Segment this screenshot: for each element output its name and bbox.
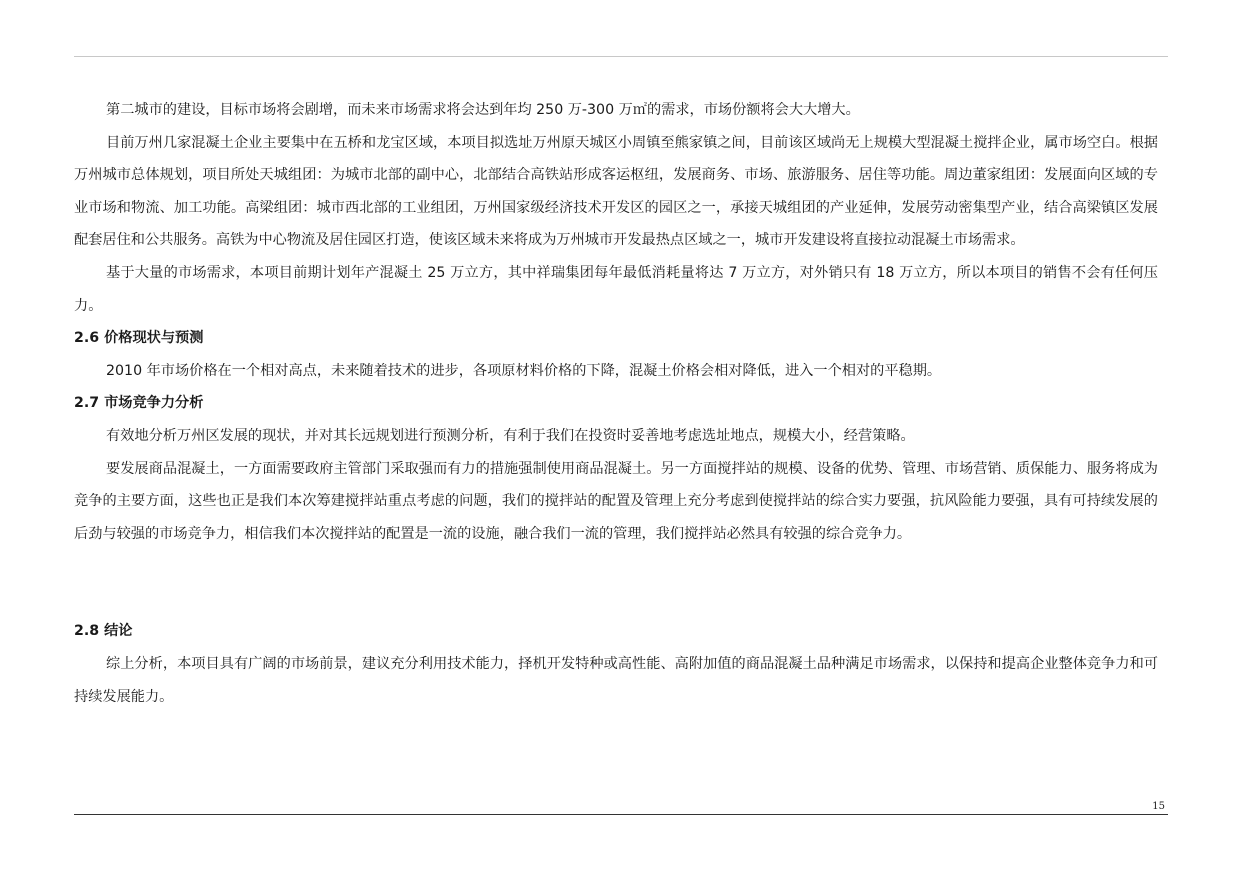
body-paragraph: 目前万州几家混凝土企业主要集中在五桥和龙宝区域，本项目拟选址万州原天城区小周镇至熊家镇之间，目前该区域尚无上规模大型混凝土搅拌企业，属市场空白。根据万州城市总体规划，项目所处天城组团：为城市北部的副中心，北部结合高铁站形成客运枢纽，发展商务、市场、旅游服务、居住等功能。周边董家组团：发展面向区域的专业市场和物流、加工功能。高梁组团：城市西北部的工业组团，万州国家级经济技术开发区的园区之一，承接天城组团的产业延伸，发展劳动密集型产业，结合高梁镇区发展配套居住和公共服务。高铁为中心物流及居住园区打造，使该区域未来将成为万州城市开发最热点区域之一，城市开发建设将直接拉动混凝土市场需求。 xyxy=(74,134,1158,249)
section-heading-2-6: 2.6 价格现状与预测 xyxy=(74,330,204,347)
body-paragraph: 2010 年市场价格在一个相对高点，未来随着技术的进步，各项原材料价格的下降，混凝土价格会相对降低，进入一个相对的平稳期。 xyxy=(106,362,942,379)
body-paragraph: 基于大量的市场需求，本项目前期计划年产混凝土 25 万立方，其中祥瑞集团每年最低消耗量将达 7 万立方，对外销只有 18 万立方，所以本项目的销售不会有任何压力。 xyxy=(74,264,1158,314)
header-rule xyxy=(74,56,1168,57)
body-paragraph: 第二城市的建设，目标市场将会剧增，而未来市场需求将会达到年均 250 万-300 万㎡的需求，市场份额将会大大增大。 xyxy=(106,102,860,118)
document-body xyxy=(74,94,1158,713)
section-heading-2-8: 2.8 结论 xyxy=(74,623,133,640)
footer-rule xyxy=(74,814,1168,815)
page-number: 15 xyxy=(1152,801,1165,812)
section-heading-2-7: 2.7 市场竞争力分析 xyxy=(74,395,204,412)
section-spacer xyxy=(74,550,1158,615)
body-paragraph: 有效地分析万州区发展的现状，并对其长远规划进行预测分析，有利于我们在投资时妥善地考虑选址地点，规模大小，经营策略。 xyxy=(106,427,915,444)
body-paragraph: 综上分析，本项目具有广阔的市场前景，建议充分利用技术能力，择机开发特种或高性能、高附加值的商品混凝土品种满足市场需求，以保持和提高企业整体竞争力和可持续发展能力。 xyxy=(74,655,1158,705)
body-paragraph: 要发展商品混凝土，一方面需要政府主管部门采取强而有力的措施强制使用商品混凝土。另一方面搅拌站的规模、设备的优势、管理、市场营销、质保能力、服务将成为竞争的主要方面，这些也正是我们本次筹建搅拌站重点考虑的问题，我们的搅拌站的配置及管理上充分考虑到使搅拌站的综合实力要强，抗风险能力要强，具有可持续发展的后劲与较强的市场竞争力，相信我们本次搅拌站的配置是一流的设施，融合我们一流的管理，我们搅拌站必然具有较强的综合竞争力。 xyxy=(74,460,1158,542)
